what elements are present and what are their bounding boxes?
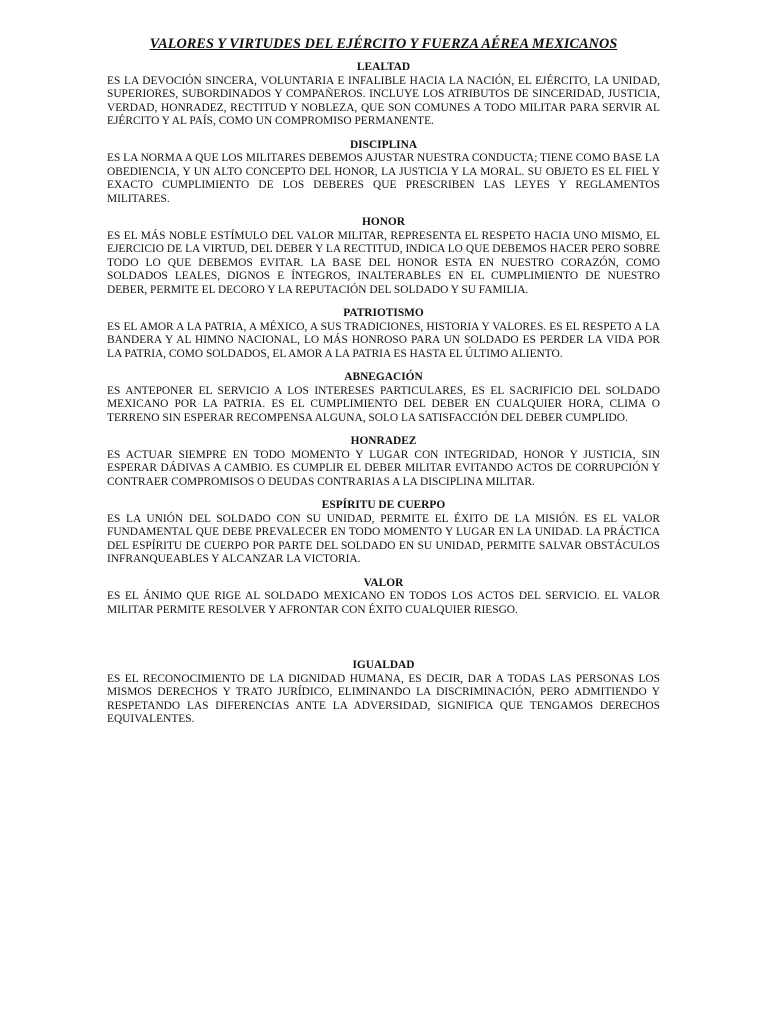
section-heading: HONRADEZ — [350, 435, 417, 447]
section-lealtad — [107, 61, 660, 129]
section-body: ES ANTEPONER EL SERVICIO A LOS INTERESES PARTICULARES, ES EL SACRIFICIO DEL SOLDADO MEXICANO POR LA PATRIA. ES EL CUMPLIMIENTO DEL DEBER EN CUALQUIER HORA, CLIMA O TERRENO SIN ESPERAR RECOMPENSA ALGUNA, SOLO LA SATISFACCIÓN DEL DEBER CUMPLIDO. — [107, 384, 660, 424]
section-body: ES LA DEVOCIÓN SINCERA, VOLUNTARIA E INFALIBLE HACIA LA NACIÓN, EL EJÉRCITO, LA UNIDAD, SUPERIORES, SUBORDINADOS Y COMPAÑEROS. INCLUYE LOS ATRIBUTOS DE SINCERIDAD, JUSTICIA, VERDAD, HONRADEZ, RECTITUD Y NOBLEZA, QUE SON COMUNES A TODO MILITAR PARA SERVIR AL EJÉRCITO Y AL PAÍS, COMO UN COMPROMISO PERMANENTE. — [107, 74, 660, 127]
section-heading: IGUALDAD — [352, 659, 415, 671]
section-body: ES LA UNIÓN DEL SOLDADO CON SU UNIDAD, PERMITE EL ÉXITO DE LA MISIÓN. ES EL VALOR FUNDAMENTAL QUE DEBE PREVALECER EN TODO MOMENTO Y LUGAR EN LA UNIDAD. LA PRÁCTICA DEL ESPÍRITU DE CUERPO POR PARTE DEL SOLDADO EN SU UNIDAD, PERMITE SALVAR OBSTÁCULOS INFRANQUEABLES Y ALCANZAR LA VICTORIA. — [107, 512, 660, 565]
section-body: ES EL AMOR A LA PATRIA, A MÉXICO, A SUS TRADICIONES, HISTORIA Y VALORES. ES EL RESPETO A LA BANDERA Y AL HIMNO NACIONAL, LO MÁS HONROSO PARA UN SOLDADO ES PERDER LA VIDA POR LA PATRIA, COMO SOLDADOS, EL AMOR A LA PATRIA ES HASTA EL ÚLTIMO ALIENTO. — [107, 320, 660, 360]
section-heading: LEALTAD — [356, 61, 411, 73]
section-patriotismo — [107, 307, 660, 361]
section-heading: PATRIOTISMO — [343, 307, 424, 319]
document-title: VALORES Y VIRTUDES DEL EJÉRCITO Y FUERZA AÉREA MEXICANOS — [149, 36, 618, 52]
section-honradez — [107, 435, 660, 489]
section-heading: HONOR — [361, 216, 406, 228]
section-espiritu-de-cuerpo — [107, 499, 660, 567]
section-body: ES LA NORMA A QUE LOS MILITARES DEBEMOS AJUSTAR NUESTRA CONDUCTA; TIENE COMO BASE LA OBEDIENCIA, Y UN ALTO CONCEPTO DEL HONOR, LA JUSTICIA Y LA MORAL. SU OBJETO ES EL FIEL Y EXACTO CUMPLIMIENTO DE LOS DEBERES QUE PRESCRIBEN LAS LEYES Y REGLAMENTOS MILITARES. — [107, 152, 660, 205]
section-igualdad — [107, 659, 660, 727]
section-body: ES EL ÁNIMO QUE RIGE AL SOLDADO MEXICANO EN TODOS LOS ACTOS DEL SERVICIO. EL VALOR MILITAR PERMITE RESOLVER Y AFRONTAR CON ÉXITO CUALQUIER RIESGO. — [107, 590, 660, 616]
section-body: ES EL MÁS NOBLE ESTÍMULO DEL VALOR MILITAR, REPRESENTA EL RESPETO HACIA UNO MISMO, EL EJERCICIO DE LA VIRTUD, DEL DEBER Y LA RECTITUD, INDICA LO QUE DEBEMOS HACER PERO SOBRE TODO LO QUE DEBEMOS EVITAR. LA BASE DEL HONOR ESTA EN NUESTRO CORAZÓN, COMO SOLDADOS LEALES, DIGNOS E ÍNTEGROS, INALTERABLES EN EL CUMPLIMIENTO DE NUESTRO DEBER, PERMITE EL DECORO Y LA REPUTACIÓN DEL SOLDADO Y SU FAMILIA. — [107, 229, 660, 296]
section-honor — [107, 216, 660, 297]
section-abnegacion — [107, 371, 660, 425]
section-heading: ABNEGACIÓN — [344, 371, 423, 383]
section-valor — [107, 577, 660, 618]
section-body: ES EL RECONOCIMIENTO DE LA DIGNIDAD HUMANA, ES DECIR, DAR A TODAS LAS PERSONAS LOS MISMOS DERECHOS Y TRATO JURÍDICO, ELIMINANDO LA DISCRIMINACIÓN, PERO ADMITIENDO Y RESPETANDO LAS DIFERENCIAS ANTE LA ADVERSIDAD, SIGNIFICA QUE TENGAMOS DERECHOS EQUIVALENTES. — [107, 672, 660, 725]
section-heading: ESPÍRITU DE CUERPO — [321, 499, 446, 511]
section-body: ES ACTUAR SIEMPRE EN TODO MOMENTO Y LUGAR CON INTEGRIDAD, HONOR Y JUSTICIA, SIN ESPERAR DÁDIVAS A CAMBIO. ES CUMPLIR EL DEBER MILITAR EVITANDO ACTOS DE CORRUPCIÓN Y CONTRAER COMPROMISOS O DEUDAS CONTRARIAS A LA DISCIPLINA MILITAR. — [107, 448, 660, 488]
section-heading: DISCIPLINA — [349, 138, 418, 151]
section-disciplina — [107, 139, 660, 207]
section-heading: VALOR — [363, 576, 404, 589]
document-page — [107, 36, 660, 737]
